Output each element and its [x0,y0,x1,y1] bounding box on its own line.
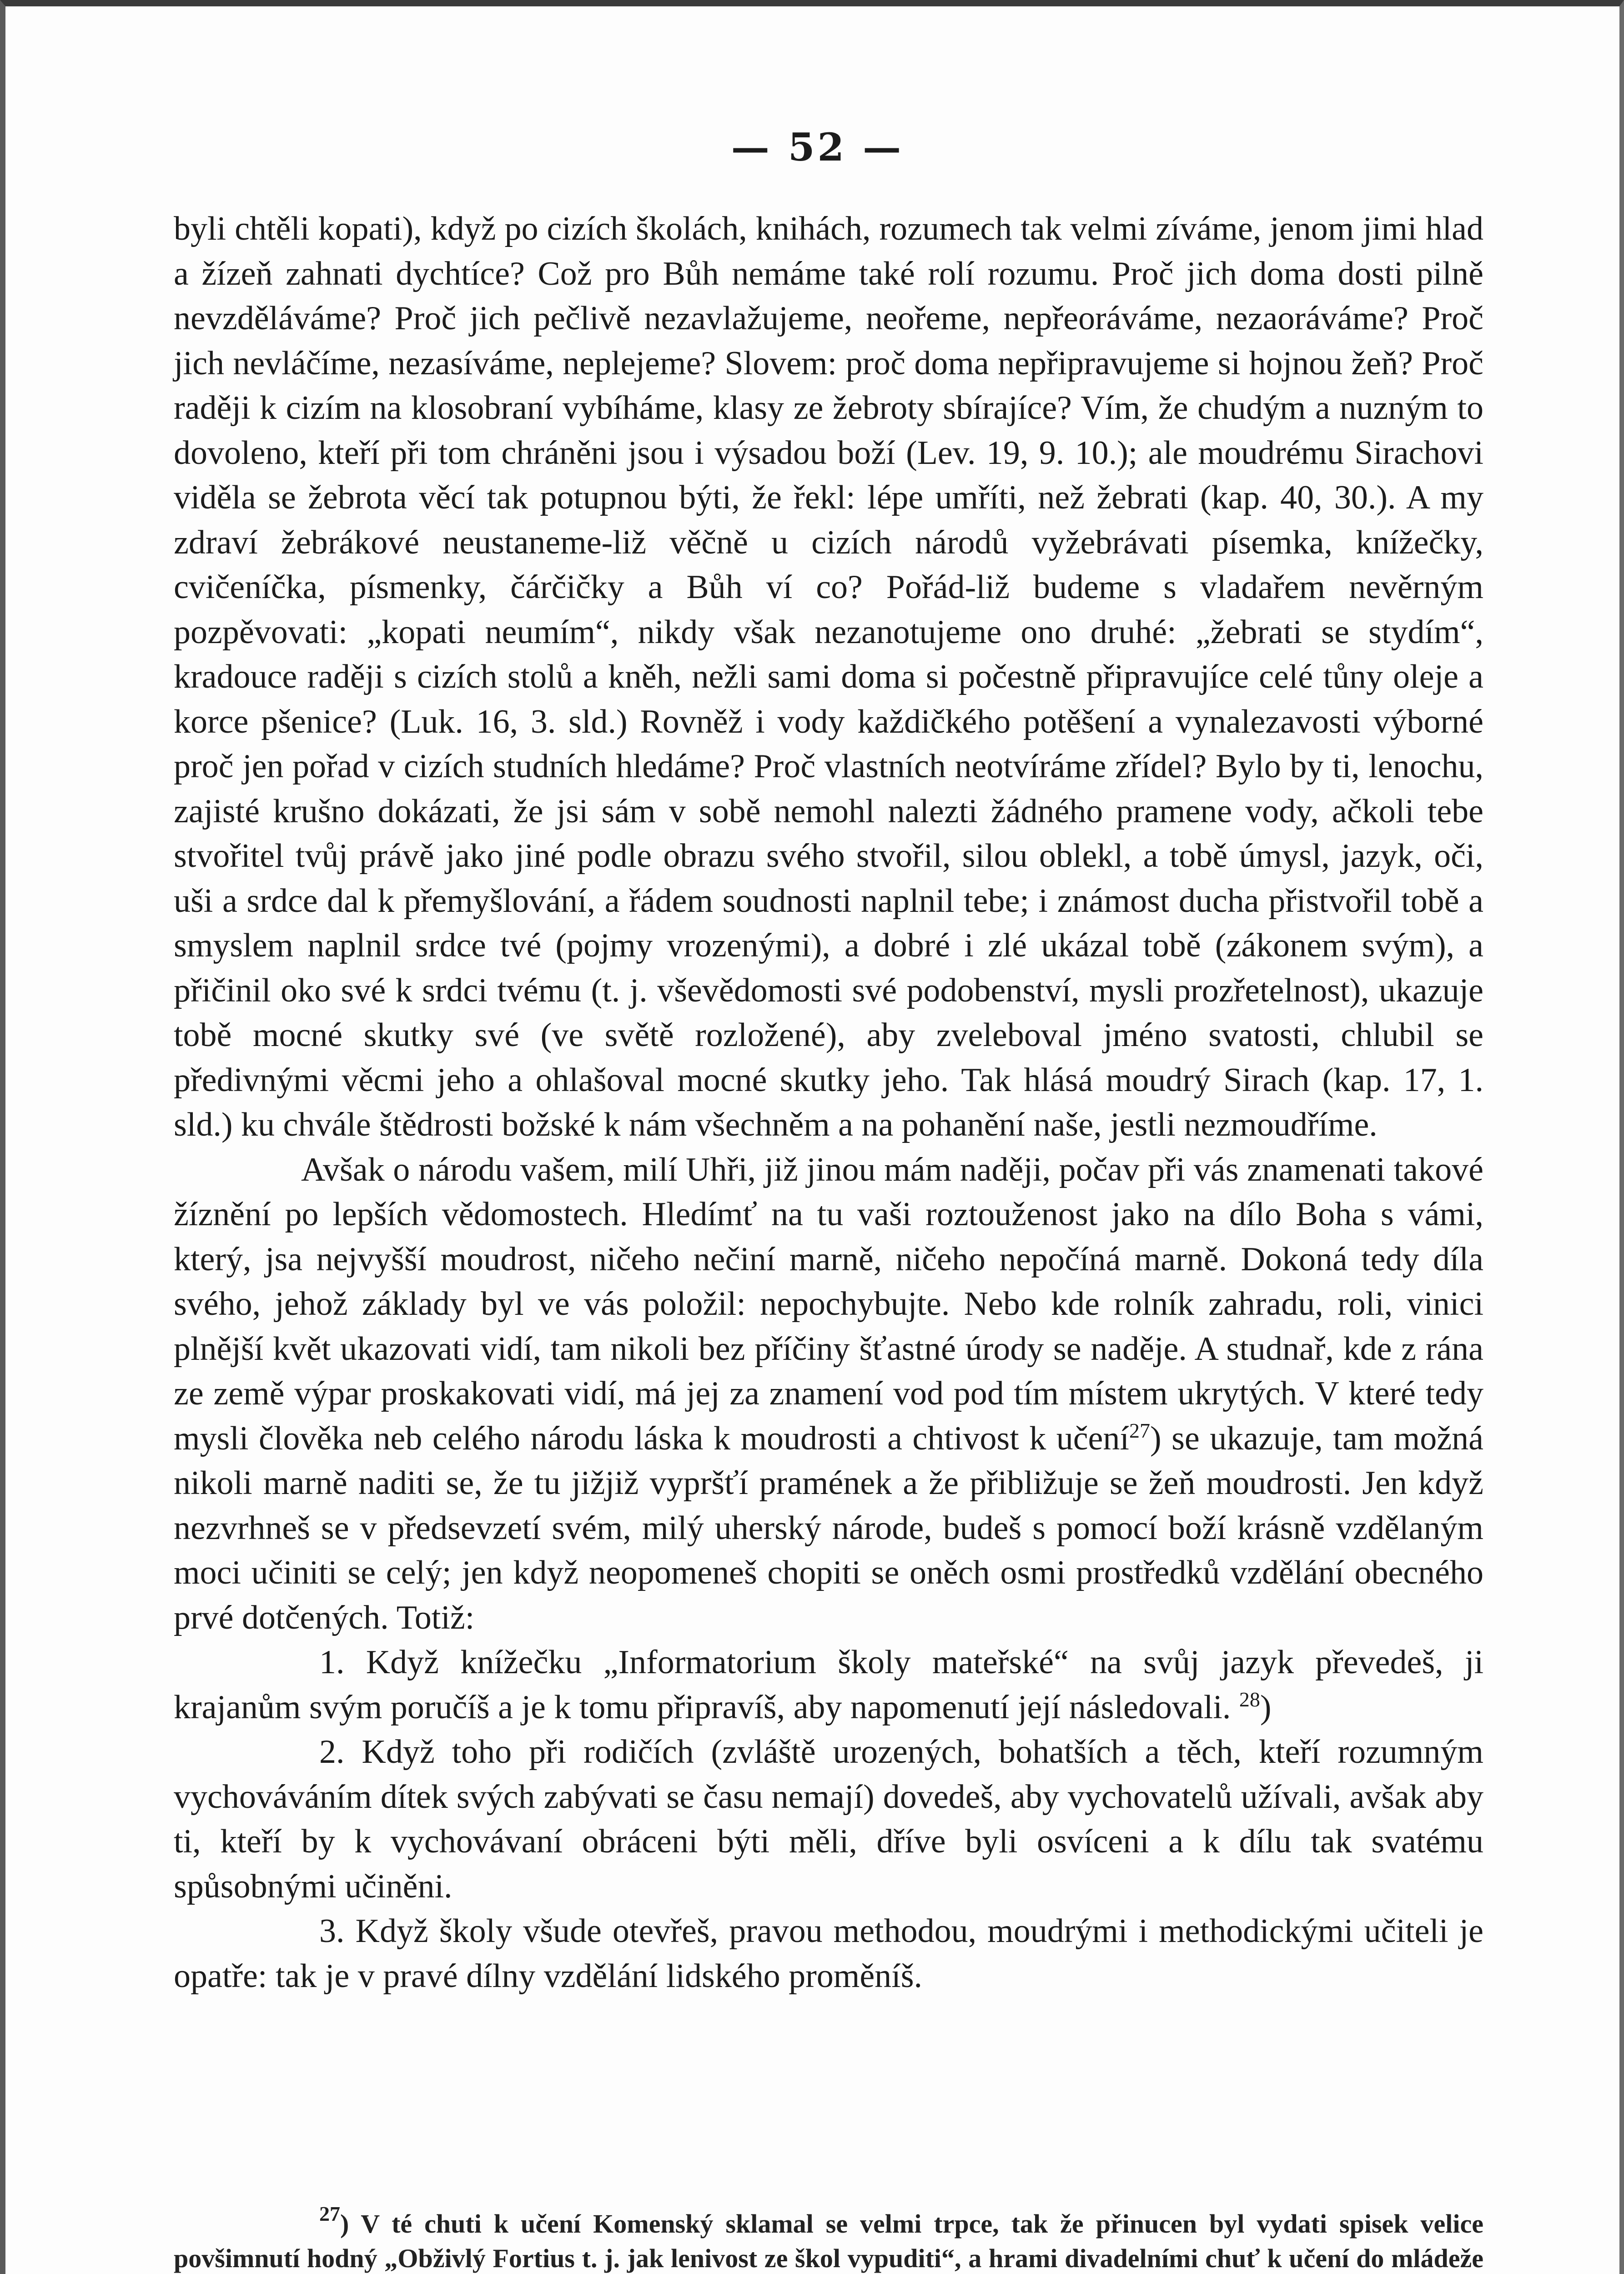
footnote-reference: 27 [1129,1419,1150,1442]
list-item-text: ) [1260,1688,1272,1726]
paragraph-text: byli chtěli kopati), když po cizích školách, knihách, rozumech tak velmi zíváme, jenom jimi hlad a žízeň zahnati dychtíce? Což pro Bůh nemáme také rolí rozumu. Proč jich doma dosti pilně nevzděláváme? Proč jich pečlivě nezavlažujeme, neořeme, nepřeoráváme, nezaoráváme? Proč jich nevláčíme, nezasíváme, neplejeme? Slovem: proč doma nepřipravujeme si hojnou žeň? Proč raději k cizím na klosobraní vybíháme, klasy ze žebroty sbírajíce? Vím, že chudým a nuzným to dovoleno, kteří při tom chráněni jsou i výsadou boží (Lev. 19, 9. 10.); ale moudrému Sirachovi viděla se žebrota věcí tak potupnou býti, že řekl: lépe umříti, než žebrati (kap. 40, 30.). A my zdraví žebrákové neustaneme-liž věčně u cizích národů vyžebrávati písemka, knížečky, cvičeníčka, písmenky, čárčičky a Bůh ví co? Pořád-liž budeme s vladařem nevěrným pozpěvovati: „kopati neumím“, nikdy však nezanotujeme ono druhé: „žebrati se stydím“, kradouce raději s cizích stolů a kněh, nežli sami doma si počestně připravujíce celé tůny oleje a korce pšenice? (Luk. 16, 3. sld.) Rovněž i vody každičkého potěšení a vynalezavosti výborné proč jen pořad v cizích studních hledáme? Proč vlastních neotvíráme zřídel? Bylo by ti, lenochu, zajisté krušno dokázati, že jsi sám v sobě nemohl nalezti žádného pramene vody, ačkoli tebe stvořitel tvůj právě jako jiné podle obrazu svého stvořil, silou oblekl, a tobě úmysl, jazyk, oči, uši a srdce dal k přemyšlování, a řádem soudnosti naplnil tebe; i známost ducha přistvořil tobě a smyslem naplnil srdce tvé (pojmy vrozenými), a dobré i zlé ukázal tobě (zákonem svým), a přičinil oko své k srdci tvému (t. j. vševědomosti své podobenství, mysli prozřetelnost), ukazuje tobě mocné skutky své (ve světě rozložené), aby zveleboval jméno svatosti, chlubil se předivnými věcmi jeho a ohlašoval mocné skutky jeho. Tak hlásá moudrý Sirach (kap. 17, 1. sld.) ku chvále štědrosti božské k nám všechněm a na pohanění naše, jestli nezmoudříme. [174,210,1483,1143]
footnote-mark: 27 [319,2202,340,2225]
list-item-text: 3. Když školy všude otevřeš, pravou methodou, moudrými i methodickými učiteli je opatře: tak je v pravé dílny vzdělání lidského proměníš. [174,1912,1483,1995]
paragraph [174,1147,1483,1640]
page-number: — 52 — [731,125,904,170]
paragraph [174,206,1483,1147]
list-item [174,1909,1483,1998]
list-item-text: 2. Když toho při rodičích (zvláště urozených, bohatších a těch, kteří rozumným vychováváním dítek svých zabývati se času nemají) dovedeš, aby vychovatelů užívali, avšak aby ti, kteří by k vychovávaní obráceni býti měli, dříve byli osvíceni a k dílu tak svatému spůsobnými učiněni. [174,1733,1483,1905]
footnote-text: ) V té chuti k učení Komenský sklamal se velmi trpce, tak že přinucen byl vydati spisek velice povšimnutí hodný „Obživlý Fortius t. j. jak lenivost ze škol vypuditi“, a hrami divadelními chuť k učení do mládeže [174,2209,1483,2273]
list-item [174,1640,1483,1730]
list-item-text: 1. Když knížečku „Informatorium školy mateřské“ na svůj jazyk převedeš, ji krajanům svým poručíš a je k tomu připravíš, aby napomenutí její následovali. [174,1644,1483,1726]
footnote-reference: 28 [1239,1687,1260,1711]
paragraph-text: ) se ukazuje, tam možná nikoli marně naditi se, že tu jižjiž vypršťí pramének a že přibližuje se žeň moudrosti. Jen když nezvrhneš se v předsevzetí svém, milý uherský národe, budeš s pomocí boží krásně vzdělaným moci učiniti se celý; jen když neopomeneš chopiti se oněch osmi prostředků vzdělání obecného prvé dotčených. Totiž: [174,1419,1483,1636]
main-text [174,206,1483,1998]
list-item [174,1730,1483,1909]
paragraph-text: Avšak o národu vašem, milí Uhři, již jinou mám naději, počav při vás znamenati takové žíznění po lepších vědomostech. Hledímť na tu vaši roztouženost jako na dílo Boha s vámi, který, jsa nejvyšší moudrost, ničeho nečiní marně, ničeho nepočíná marně. Dokoná tedy díla svého, jehož základy byl ve vás položil: nepochybujte. Nebo kde rolník zahradu, roli, vinici plnější květ ukazovati vidí, tam nikoli bez příčiny šťastné úrody se naděje. A studnař, kde z rána ze země výpar proskakovati vidí, má jej za znamení vod pod tím místem ukrytých. V které tedy mysli člověka neb celého národu láska k moudrosti a chtivost k učení [174,1151,1483,1457]
footnote [174,2202,1483,2274]
footnotes [174,2202,1483,2274]
